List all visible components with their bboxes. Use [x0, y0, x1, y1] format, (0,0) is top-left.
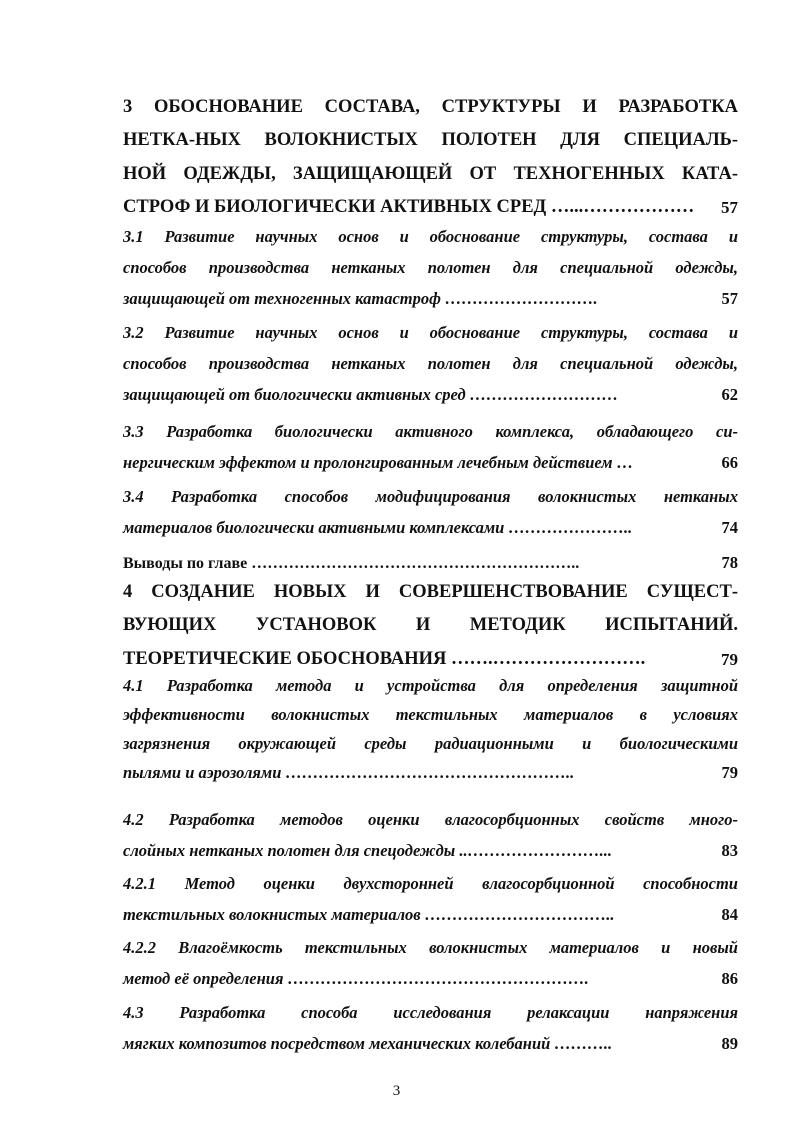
toc-page-number: 57 — [721, 289, 738, 308]
toc-line — [123, 871, 738, 902]
toc-section-4-2[interactable] — [123, 807, 738, 869]
toc-line — [123, 159, 738, 193]
toc-page-number: 79 — [721, 763, 738, 782]
toc-line-text: ТЕОРЕТИЧЕСКИЕ ОБОСНОВАНИЯ …….……………………. — [123, 648, 646, 669]
toc-line-text: слойных нетканых полотен для спецодежды ..……………………... — [123, 841, 612, 860]
toc-line — [123, 382, 738, 413]
toc-line-text: материалов биологически активными комплексами ………………….. — [123, 518, 633, 537]
toc-line — [123, 126, 738, 160]
toc-section-3-3[interactable] — [123, 419, 738, 481]
toc-page-number: 86 — [721, 969, 738, 988]
toc-line — [123, 838, 738, 869]
toc-line — [123, 935, 738, 966]
toc-line-text: НЕТКА-НЫХ ВОЛОКНИСТЫХ ПОЛОТЕН ДЛЯ СПЕЦИАЛЬ- — [123, 130, 738, 150]
toc-line-text: 4.2.2 Влагоёмкость текстильных волокнистых материалов и новый — [123, 938, 738, 957]
toc-line — [123, 92, 738, 126]
toc-chapter-4[interactable] — [123, 577, 738, 678]
toc-line — [123, 484, 738, 515]
toc-line — [123, 320, 738, 351]
toc-line — [123, 1031, 738, 1062]
toc-section-3-1[interactable] — [123, 224, 738, 317]
toc-page-number: 89 — [721, 1034, 738, 1053]
toc-page-number: 66 — [721, 453, 738, 472]
toc-line-text: 3.1 Развитие научных основ и обоснование структуры, состава и — [123, 227, 738, 246]
toc-line — [123, 224, 738, 255]
toc-line-text: способов производства нетканых полотен для специальной одежды, — [123, 354, 738, 373]
toc-line-text: СТРОФ И БИОЛОГИЧЕСКИ АКТИВНЫХ СРЕД …...……………… — [123, 197, 695, 217]
toc-line-text: ВУЮЩИХ УСТАНОВОК И МЕТОДИК ИСПЫТАНИЙ. — [123, 615, 738, 635]
toc-page-number: 74 — [721, 518, 738, 537]
toc-line-text: 4 СОЗДАНИЕ НОВЫХ И СОВЕРШЕНСТВОВАНИЕ СУЩЕСТ- — [123, 581, 738, 602]
toc-line-text: загрязнения окружающей среды радиационными и биологическими — [123, 734, 738, 753]
toc-line — [123, 515, 738, 546]
toc-line — [123, 966, 738, 997]
toc-page-number: 57 — [721, 198, 738, 217]
toc-line-text: мягких композитов посредством механических колебаний ……….. — [123, 1034, 613, 1053]
toc-line — [123, 450, 738, 481]
toc-line-text: 3.2 Развитие научных основ и обоснование структуры, состава и — [123, 323, 738, 342]
toc-line — [123, 351, 738, 382]
toc-line-text: 4.3 Разработка способа исследования релаксации напряжения — [123, 1003, 738, 1022]
toc-line-text: НОЙ ОДЕЖДЫ, ЗАЩИЩАЮЩЕЙ ОТ ТЕХНОГЕННЫХ КАТА- — [123, 163, 738, 184]
toc-line — [123, 286, 738, 317]
toc-line-text: метод её определения ………………………………………………. — [123, 969, 589, 988]
toc-line — [123, 644, 738, 678]
toc-line — [123, 419, 738, 450]
toc-line — [123, 676, 738, 704]
toc-page-number: 83 — [721, 841, 738, 860]
toc-line-text: пылями и аэрозолями …………………………………………….. — [123, 763, 575, 782]
toc-line-text: способов производства нетканых полотен для специальной одежды, — [123, 258, 738, 277]
toc-line-text: защищающей от биологически активных сред ……………………… — [123, 385, 619, 404]
toc-section-3-2[interactable] — [123, 320, 738, 413]
toc-section-4-2-1[interactable] — [123, 871, 738, 933]
page-number: 3 — [392, 1083, 401, 1099]
toc-section-4-2-2[interactable] — [123, 935, 738, 997]
toc-line — [123, 1000, 738, 1031]
toc-section-4-1[interactable] — [123, 676, 738, 791]
toc-line-text: 4.2 Разработка методов оценки влагосорбционных свойств много- — [123, 810, 738, 829]
toc-line-text: 4.2.1 Метод оценки двухсторонней влагосорбционной способности — [123, 874, 738, 893]
toc-line-text: 3.3 Разработка биологически активного комплекса, обладающего си- — [123, 422, 738, 441]
toc-line — [123, 762, 738, 791]
toc-line — [123, 577, 738, 611]
toc-line-text: защищающей от техногенных катастроф ………………………. — [123, 289, 598, 308]
toc-line-text: Выводы по главе …………………………………………………….. — [123, 555, 580, 572]
toc-line-text: нергическим эффектом и пролонгированным лечебным действием … — [123, 453, 634, 472]
toc-chapter-3[interactable] — [123, 92, 738, 226]
toc-line — [123, 807, 738, 838]
toc-line-text: 4.1 Разработка метода и устройства для определения защитной — [123, 676, 738, 695]
toc-line — [123, 255, 738, 286]
toc-line — [123, 733, 738, 762]
toc-section-4-3[interactable] — [123, 1000, 738, 1062]
toc-line — [123, 704, 738, 733]
toc-line-text: текстильных волокнистых материалов …………………………….. — [123, 905, 615, 924]
toc-page-number: 62 — [721, 385, 738, 404]
toc-line-text: 3.4 Разработка способов модифицирования волокнистых нетканых — [123, 487, 738, 506]
toc-line — [123, 611, 738, 645]
toc-page-number: 84 — [721, 905, 738, 924]
toc-line — [123, 902, 738, 933]
toc-line-text: 3 ОБОСНОВАНИЕ СОСТАВА, СТРУКТУРЫ И РАЗРАБОТКА — [123, 96, 738, 117]
toc-line — [123, 193, 738, 227]
toc-line-text: эффективности волокнистых текстильных материалов в условиях — [123, 705, 738, 724]
toc-section-3-4[interactable] — [123, 484, 738, 546]
toc-page-number: 78 — [721, 553, 738, 572]
toc-page-number: 79 — [721, 649, 738, 669]
